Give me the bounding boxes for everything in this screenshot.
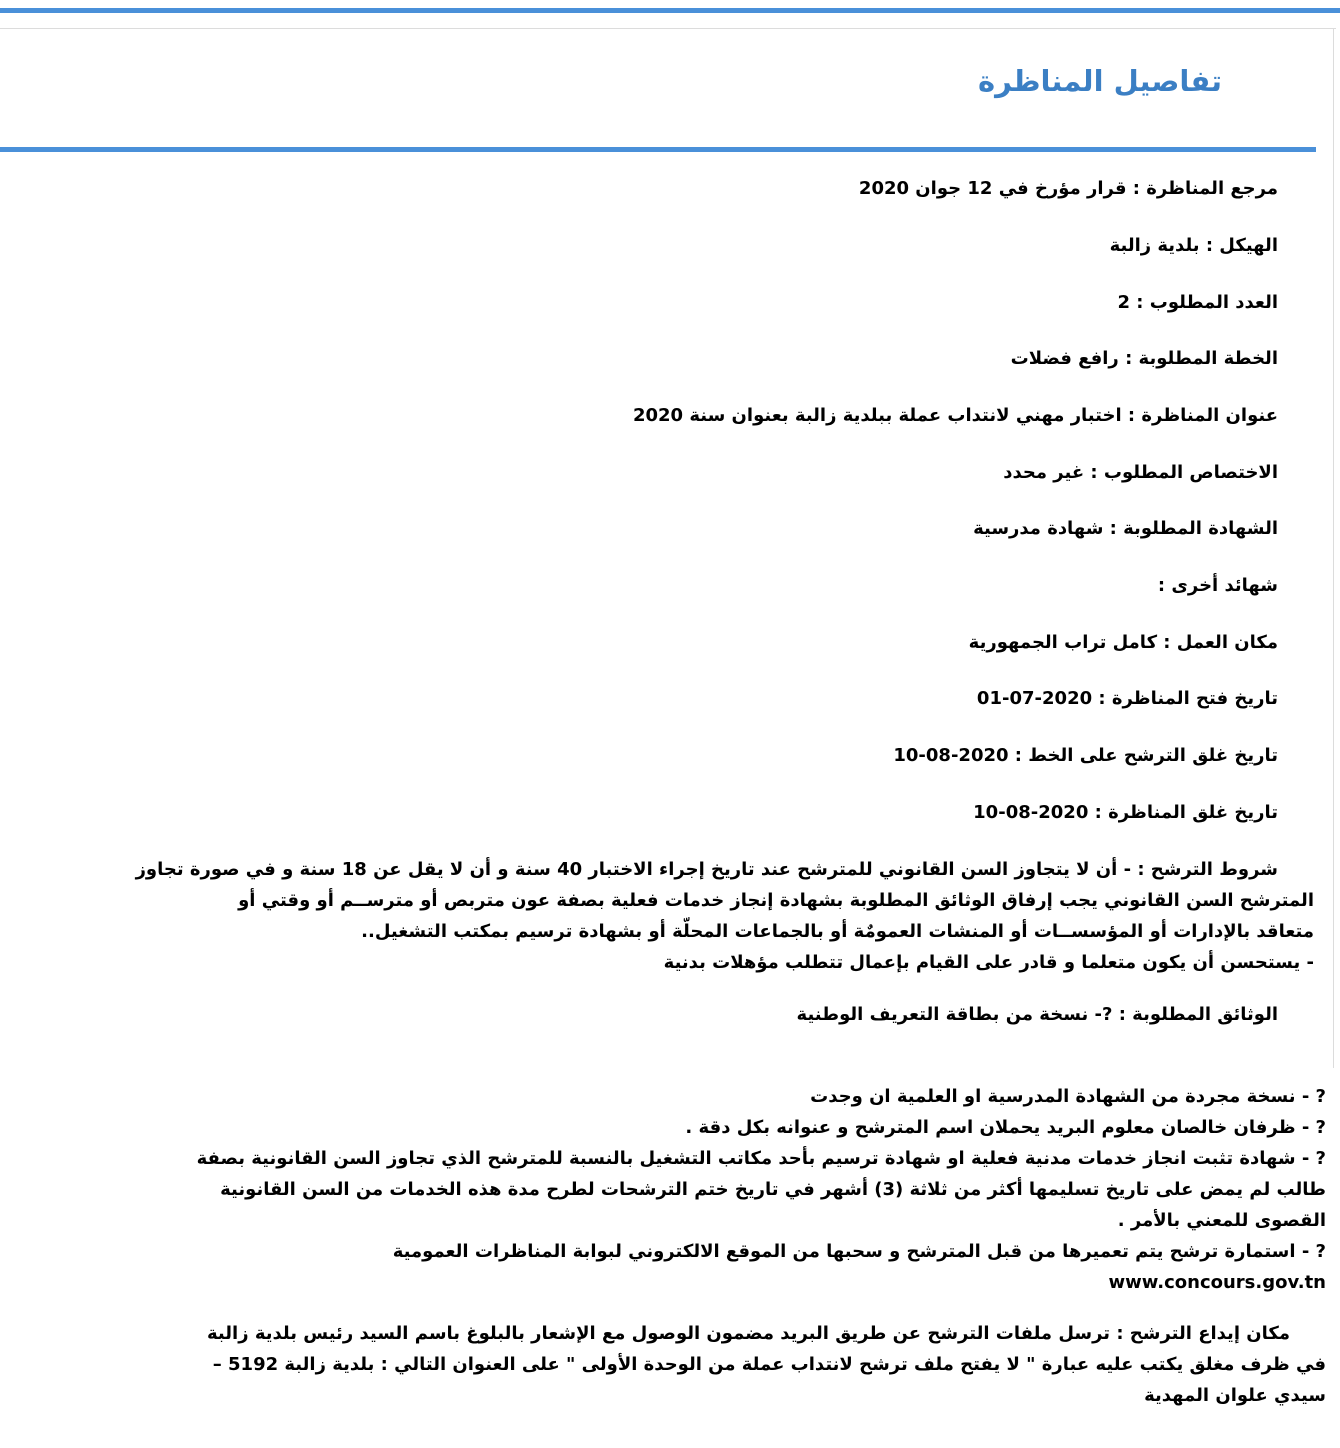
website-link[interactable]: www.concours.gov.tn [1108,1272,1326,1293]
documents-section [66,1081,1326,1298]
field-label: شهائد أخرى [1171,575,1278,596]
deposit-line: مكان إيداع الترشح : ترسل ملفات الترشح عن طريق البريد مضمون الوصول مع الإشعار بالبلوغ باسم السيد رئيس بلدية زالبة [207,1323,1290,1344]
conditions-line: - يستحسن أن يكون متعلما و قادر على القيام بإعمال تتطلب مؤهلات بدنية [663,952,1314,973]
documents-heading: الوثائق المطلوبة : ?- نسخة من بطاقة التعريف الوطنية [796,1004,1278,1025]
field-open-date: تاريخ فتح المناظرة : 2020-07-01 [976,688,1278,709]
conditions-line: شروط الترشح : - أن لا يتجاوز السن القانوني للمترشح عند تاريخ إجراء الاختبار 40 سنة و أن لا يقل عن 18 سنة و في صورة تجاوز [135,859,1278,880]
field-position: الخطة المطلوبة : رافع فضلات [1010,348,1278,369]
documents-line: القصوى للمعني بالأمر . [1117,1210,1326,1231]
field-value: 2020-08-10 [973,802,1089,823]
field-label: تاريخ غلق الترشح على الخط [1028,745,1278,766]
deposit-section [66,1318,1326,1411]
field-workplace: مكان العمل : كامل تراب الجمهورية [968,632,1278,653]
conditions-section [114,854,1314,978]
frame-border-right [1333,28,1334,1068]
conditions-line: المترشح السن القانوني يجب إرفاق الوثائق المطلوبة بشهادة إنجاز خدمات فعلية بصفة عون متربص أو مترســم أو وقتي أو [238,890,1314,911]
documents-line: ? - ظرفان خالصان معلوم البريد يحملان اسم المترشح و عنوانه بكل دقة . [685,1117,1326,1138]
field-competition-title: عنوان المناظرة : اختبار مهني لانتداب عملة ببلدية زالبة بعنوان سنة 2020 [632,405,1278,426]
field-value: كامل تراب الجمهورية [968,632,1158,653]
field-value: بلدية زالبة [1109,235,1200,256]
field-value: 2 [1117,292,1131,313]
field-value: رافع فضلات [1010,348,1119,369]
field-specialty: الاختصاص المطلوب : غير محدد [1003,462,1278,483]
frame-border-top [0,28,1336,29]
field-label: العدد المطلوب [1149,292,1278,313]
field-label: مكان العمل [1176,632,1278,653]
documents-line: ? - استمارة ترشح يتم تعميرها من قبل المترشح و سحبها من الموقع الالكتروني لبوابة المناظرات العمومية [392,1241,1326,1262]
field-diploma: الشهادة المطلوبة : شهادة مدرسية [973,518,1278,539]
documents-line: ? - نسخة مجردة من الشهادة المدرسية او العلمية ان وجدت [810,1086,1326,1107]
field-value: قرار مؤرخ في 12 جوان 2020 [858,178,1127,199]
field-value: 2020-07-01 [976,688,1093,709]
deposit-line: في ظرف مغلق يكتب عليه عبارة " لا يفتح ملف ترشح لانتداب عملة من الوحدة الأولى " على العنوان التالي : بلدية زالبة 5192 – [212,1354,1326,1375]
top-accent-bar [0,8,1340,13]
deposit-line: سيدي علوان المهدية [1144,1385,1326,1406]
field-reference: مرجع المناظرة : قرار مؤرخ في 12 جوان 2020 [858,178,1278,199]
field-label: تاريخ فتح المناظرة [1111,688,1278,709]
field-close-date: تاريخ غلق المناظرة : 2020-08-10 [973,802,1278,823]
field-count: العدد المطلوب : 2 [1117,292,1278,313]
page-title: تفاصيل المناظرة [978,64,1222,98]
documents-line: طالب لم يمض على تاريخ تسليمها أكثر من ثلاثة (3) أشهر في تاريخ ختم الترشحات لطرح مدة هذه الخدمات من السن القانونية [220,1179,1326,1200]
documents-line: ? - شهادة تثبت انجاز خدمات مدنية فعلية او شهادة ترسيم بأحد مكاتب التشغيل بالنسبة للمترشح الذي تجاوز السن القانونية بصفة [196,1148,1326,1169]
field-label: الشهادة المطلوبة [1123,518,1278,539]
field-label: عنوان المناظرة [1141,405,1278,426]
field-label: الخطة المطلوبة [1138,348,1278,369]
field-value: غير محدد [1003,462,1085,483]
field-label: تاريخ غلق المناظرة [1108,802,1278,823]
conditions-line: متعاقد بالإدارات أو المؤسســات أو المنشات العمومٌة أو بالجماعات المحلّة أو بشهادة ترسيم بمكتب التشغيل.. [361,921,1314,942]
field-structure: الهيكل : بلدية زالبة [1109,235,1278,256]
title-divider [0,147,1316,152]
field-value: 2020-08-10 [893,745,1009,766]
field-value: اختبار مهني لانتداب عملة ببلدية زالبة بعنوان سنة 2020 [632,405,1122,426]
field-other-diplomas: شهائد أخرى : [1157,575,1278,596]
field-label: مرجع المناظرة [1146,178,1278,199]
field-label: الهيكل [1219,235,1278,256]
field-label: الاختصاص المطلوب [1103,462,1278,483]
field-value: شهادة مدرسية [973,518,1104,539]
field-online-close-date: تاريخ غلق الترشح على الخط : 2020-08-10 [893,745,1278,766]
